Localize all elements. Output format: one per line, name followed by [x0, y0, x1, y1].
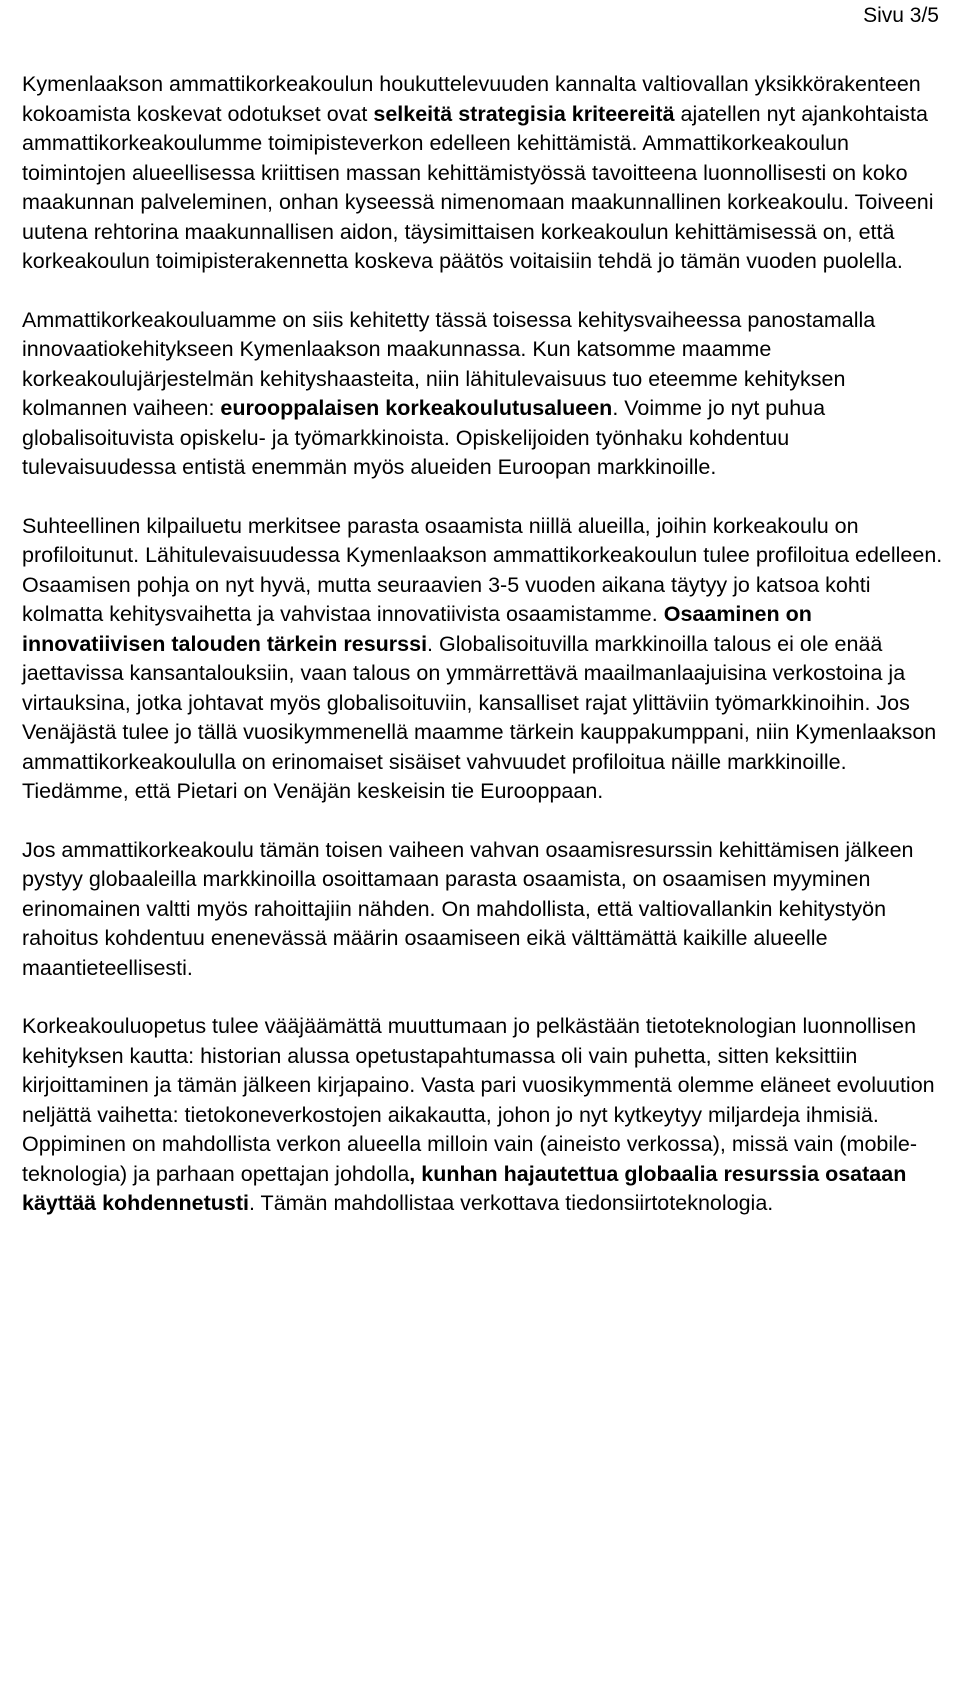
document-body — [22, 70, 944, 1219]
bold-text-run: , kunhan hajautettua globaalia resurssia osataan käyttää kohdennetusti — [22, 1161, 907, 1215]
text-run: . Voimme jo nyt puhua globalisoituvista opiskelu- ja työmarkkinoista. Opiskelijoiden työnhaku kohdentuu tulevaisuudessa entistä enemmän myös alueiden Euroopan markkinoille. — [22, 396, 826, 479]
paragraph-5 — [22, 1012, 944, 1219]
text-run: . Globalisoituvilla markkinoilla talous ei ole enää jaettavissa kansantalouksiin, vaan talous on ymmärrettävä maailmanlaajuisina verkostoina ja virtauksina, jotka johtavat myös globalisoituviin, kansalliset rajat ylittäviin työmarkkinoihin. Jos Venäjästä tulee jo tällä vuosikymmenellä maamme tärkein kauppakumppani, niin Kymenlaakson ammattikorkeakoululla on erinomaiset sisäiset vahvuudet profiloitua näille markkinoille. Tiedämme, että Pietari on Venäjän keskeisin tie Eurooppaan. — [22, 631, 937, 803]
paragraph-3 — [22, 512, 944, 807]
bold-text-run: Osaaminen on innovatiivisen talouden tärkein resurssi — [22, 602, 812, 656]
bold-text-run: selkeitä strategisia kriteereitä — [373, 101, 675, 126]
text-run: Ammattikorkeakouluamme on siis kehitetty tässä toisessa kehitysvaiheessa panostamalla innovaatiokehitykseen Kymenlaakson maakunnassa. Kun katsomme maamme korkeakoulujärjestelmän kehityshaasteita, niin lähitulevaisuus tuo eteemme kehityksen kolmannen vaiheen: — [22, 307, 876, 420]
text-run: ajatellen nyt ajankohtaista ammattikorkeakoulumme toimipisteverkon edelleen kehittämistä. Ammattikorkeakoulun toimintojen alueellisessa kriittisen massan kehittämistyössä tavoitteena luonnollisesti on koko maakunnan palveleminen, onhan kyseessä nimenomaan maakunnallinen korkeakoulu. Toiveeni uutena rehtorina maakunnallisen aidon, täysimittaisen korkeakoulun kehittämisessä on, että korkeakoulun toimipisterakennetta koskeva päätös voitaisiin tehdä jo tämän vuoden puolella. — [22, 101, 934, 273]
text-run: . Tämän mahdollistaa verkottava tiedonsiirtoteknologia. — [249, 1191, 774, 1215]
text-run: Korkeakouluopetus tulee vääjäämättä muuttumaan jo pelkästään tietoteknologian luonnollisen kehityksen kautta: historian alussa opetustapahtumassa oli vain puhetta, sitten keksittiin kirjoittaminen ja tämän jälkeen kirjapaino. Vasta pari vuosikymmentä olemme eläneet evoluution neljättä vaihetta: tietokoneverkostojen aikakautta, johon jo nyt kytkeytyy miljardeja ihmisiä. Oppiminen on mahdollista verkon alueella milloin vain (aineisto verkossa), missä vain (mobile-teknologia) ja parhaan opettajan johdolla — [22, 1014, 935, 1186]
page-number: Sivu 3/5 — [863, 4, 939, 27]
paragraph-1 — [22, 70, 944, 277]
text-run: Suhteellinen kilpailuetu merkitsee parasta osaamista niillä alueilla, joihin korkeakoulu on profiloitunut. Lähitulevaisuudessa Kymenlaakson ammattikorkeakoulun tulee profiloitua edelleen. Osaamisen pohja on nyt hyvä, mutta seuraavien 3-5 vuoden aikana täytyy jo katsoa kohti kolmatta kehitysvaihetta ja vahvistaa innovatiivista osaamistamme. — [22, 513, 943, 626]
text-run: Jos ammattikorkeakoulu tämän toisen vaiheen vahvan osaamisresurssin kehittämisen jälkeen pystyy globaaleilla markkinoilla osoittamaan parasta osaamista, on osaamisen myyminen erinomainen valtti myös rahoittajiin nähden. On mahdollista, että valtiovallankin kehitystyön rahoitus kohdentuu enenevässä määrin osaamiseen eikä välttämättä kaikille alueelle maantieteellisesti. — [22, 837, 914, 980]
bold-text-run: eurooppalaisen korkeakoulutusalueen — [220, 396, 613, 420]
text-run: Kymenlaakson ammattikorkeakoulun houkuttelevuuden kannalta valtiovallan yksikkörakenteen kokoamista koskevat odotukset ovat — [22, 72, 921, 126]
paragraph-4 — [22, 836, 944, 984]
paragraph-2 — [22, 306, 944, 483]
